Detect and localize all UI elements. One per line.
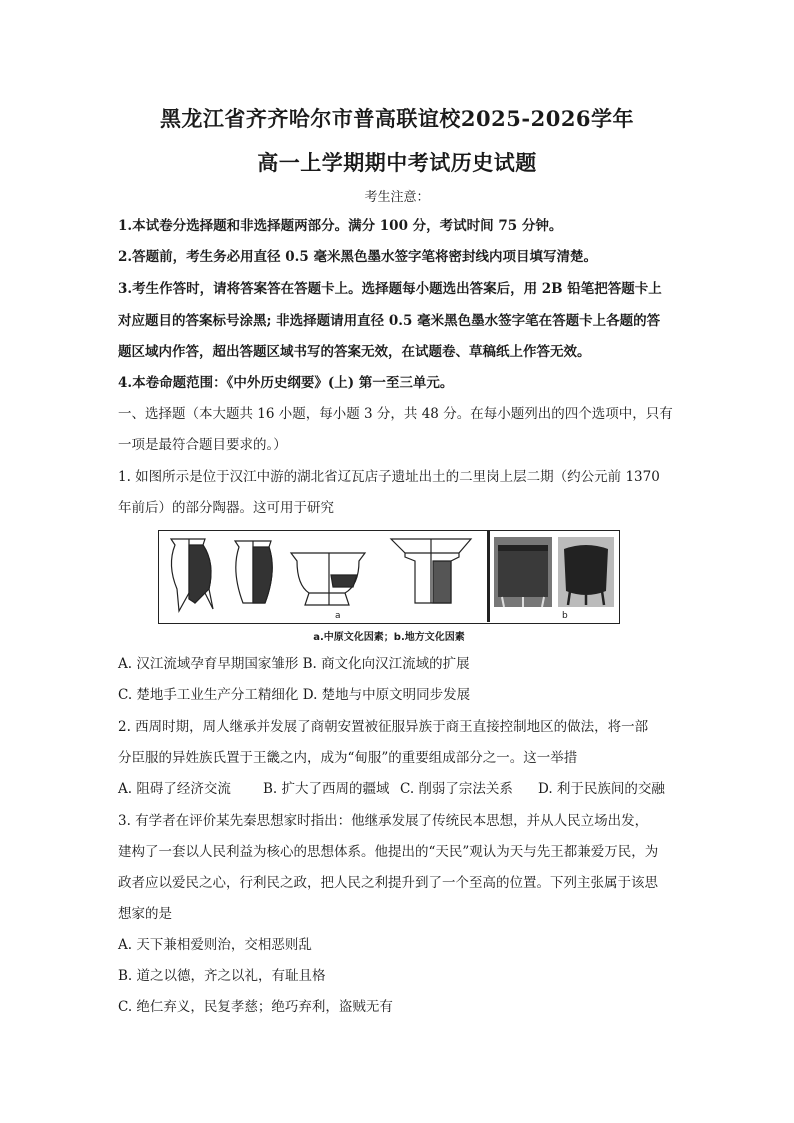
q2-stem-line1: 2. 西周时期，周人继承并发展了商朝安置被征服异族于商王直接控制地区的做法，将一部 [118,719,649,735]
q3-option-c: C. 绝仁弃义，民复孝慈；绝巧弃利，盗贼无有 [118,999,393,1015]
section-heading-line1: 一、选择题（本大题共 16 小题，每小题 3 分，共 48 分。在每小题列出的四个选项中，只有 [118,406,673,422]
section-heading-line2: 一项是最符合题目要求的。） [118,437,287,453]
q1-stem-line1: 1. 如图所示是位于汉江中游的湖北省辽瓦店子遗址出土的二里岗上层二期（约公元前 1370 [118,469,660,485]
q3-stem-line1: 3. 有学者在评价某先秦思想家时指出：他继承发展了传统民本思想，并从人民立场出发， [118,813,649,829]
q3-stem-line2: 建构了一套以人民利益为核心的思想体系。他提出的“天民”观认为天与先王都兼爱万民，为 [118,844,659,860]
q1-pottery-figure [158,530,620,624]
exam-title-line1: 黑龙江省齐齐哈尔市普高联谊校2025-2026学年 [159,106,635,131]
figure-label-b: b [562,611,568,621]
local-pottery-photos [490,531,618,622]
q2-option-d: D. 利于民族间的交融 [538,781,665,797]
exam-title-line2: 高一上学期期中考试历史试题 [257,150,537,175]
q1-stem-line2: 年前后）的部分陶器。这可用于研究 [118,500,334,516]
q3-option-b: B. 道之以德，齐之以礼，有耻且格 [118,968,326,984]
q2-options [118,779,688,799]
note-3-line3: 题区域内作答，超出答题区域书写的答案无效，在试题卷、草稿纸上作答无效。 [118,344,591,360]
q2-option-a: A. 阻碍了经济交流 [118,781,231,797]
central-plains-pottery-drawings [159,531,487,622]
q1-figure-caption: a.中原文化因素；b.地方文化因素 [313,632,465,643]
q3-stem-line4: 想家的是 [118,906,172,922]
q1-options-line1: A. 汉江流域孕育早期国家雏形 B. 商文化向汉江流域的扩展 [118,656,470,672]
figure-label-a: a [335,611,341,621]
note-2: 2.答题前，考生务必用直径 0.5 毫米黑色墨水签字笔将密封线内项目填写清楚。 [118,249,597,265]
q2-stem-line2: 分臣服的异姓族氏置于王畿之内，成为“甸服”的重要组成部分之一。这一举措 [118,750,578,766]
q2-option-b: B. 扩大了西周的疆域 [263,781,390,797]
note-3-line1: 3.考生作答时，请将答案答在答题卡上。选择题每小题选出答案后，用 2B 铅笔把答题卡上 [118,281,662,297]
note-1: 1.本试卷分选择题和非选择题两部分。满分 100 分，考试时间 75 分钟。 [118,218,563,234]
q3-stem-line3: 政者应以爱民之心，行利民之政，把人民之利提升到了一个至高的位置。下列主张属于该思 [118,875,658,891]
notice-heading: 考生注意： [364,190,430,205]
q2-option-c: C. 削弱了宗法关系 [400,781,513,797]
note-4: 4.本卷命题范围：《中外历史纲要》(上) 第一至三单元。 [118,375,454,391]
q3-option-a: A. 天下兼相爱则治，交相恶则乱 [118,937,312,953]
note-3-line2: 对应题目的答案标号涂黑; 非选择题请用直径 0.5 毫米黑色墨水签字笔在答题卡上各题的答 [118,313,661,329]
q1-options-line2: C. 楚地手工业生产分工精细化 D. 楚地与中原文明同步发展 [118,687,471,703]
